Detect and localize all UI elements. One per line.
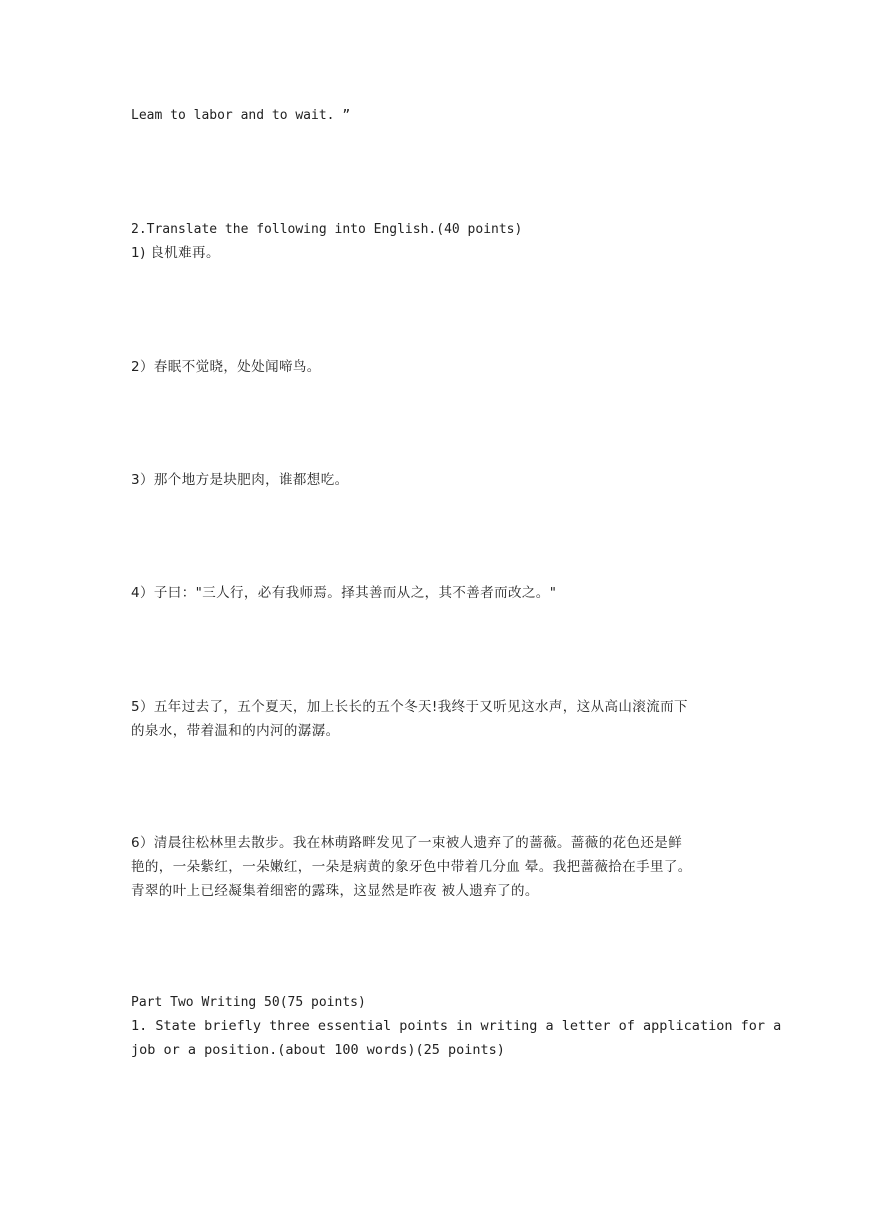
translate-item-6 [131,831,743,903]
part-two-question-1-line-2: job or a position.(about 100 words)(25 points) [131,1042,505,1058]
translate-item-5-line-2: 的泉水，带着温和的内河的潺潺。 [131,723,340,739]
translate-item-6-line-3: 青翠的叶上已经凝集着细密的露珠，这显然是昨夜 被人遗弃了的。 [131,883,539,899]
translate-item-4: 4）子曰："三人行，必有我师焉。择其善而从之，其不善者而改之。" [131,585,557,601]
translate-item-2: 2）春眠不觉晓，处处闻啼鸟。 [131,359,321,375]
quote-ending-line: Leam to labor and to wait. ” [131,108,351,123]
translate-item-6-line-2: 艳的，一朵紫红，一朵嫩红，一朵是病黄的象牙色中带着几分血 晕。我把蔷薇拾在手里了。 [131,859,692,875]
part-two-heading: Part Two Writing 50(75 points) [131,995,366,1010]
translate-item-5-line-1: 5）五年过去了，五个夏天，加上长长的五个冬天!我终于又听见这水声，这从高山滚流而下 [131,699,688,715]
translate-item-6-line-1: 6）清晨往松林里去散步。我在林萌路畔发见了一束被人遗弃了的蔷薇。蔷薇的花色还是鲜 [131,835,683,851]
part-two-question-1 [131,1014,782,1062]
translate-item-5 [131,695,743,743]
section-2-heading: 2.Translate the following into English.(40 points) [131,222,523,237]
translate-item-1: 1) 良机难再。 [131,245,220,261]
translate-item-3: 3）那个地方是块肥肉，谁都想吃。 [131,472,349,488]
part-two-question-1-line-1: 1. State briefly three essential points in writing a letter of application for a [131,1018,782,1034]
